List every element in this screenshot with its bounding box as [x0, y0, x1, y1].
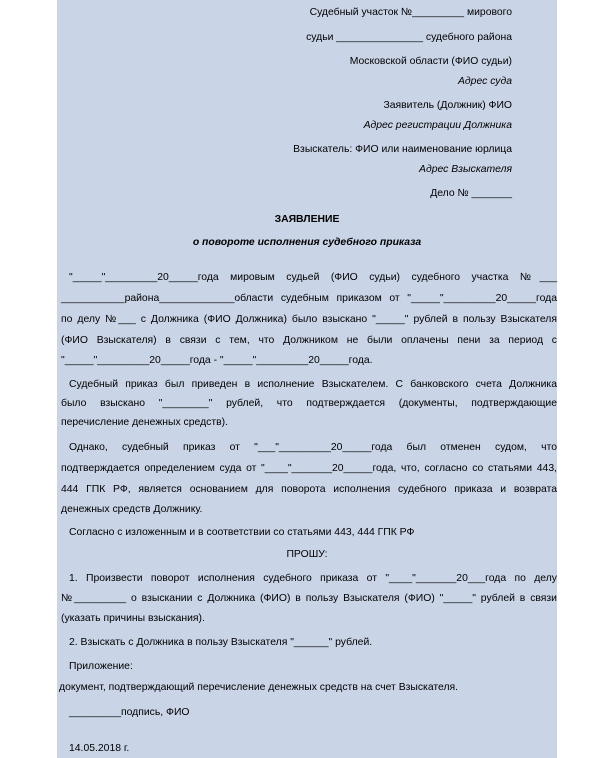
item1-line2: №_________ о взыскании с Должника (ФИО) в пользу Взыскателя (ФИО) "_____" рублей в связи	[61, 593, 557, 604]
para2-line3: перечисление денежных средств).	[61, 417, 228, 428]
document-page	[57, 0, 557, 758]
para1-line1: "_____"_________20_____года мировым судьей (ФИО судьи) судебного участка №___	[69, 272, 557, 283]
attachment-label: Приложение:	[69, 661, 133, 672]
attachment-text: документ, подтверждающий перечисление денежных средств на счет Взыскателя.	[59, 682, 459, 693]
item1-line1: 1. Произвести поворот исполнения судебного приказа от "____"_______20___года по делу	[69, 573, 557, 584]
para1-line4: (ФИО Взыскателя) в связи с тем, что Должником не были оплачены пени за период с	[61, 335, 557, 346]
court-line-3: Московской области (ФИО судьи)	[349, 56, 512, 67]
applicant-line: Заявитель (Должник) ФИО	[383, 100, 512, 111]
para3-line2: подтверждается определением суда от "____"_______20_____года, что, согласно со статьями 443,	[61, 463, 557, 474]
document-date: 14.05.2018 г.	[69, 743, 130, 754]
para2-line2: было взыскано "________" рублей, что подтверждается (документы, подтверждающие	[61, 398, 557, 409]
para3-line4: денежных средств Должнику.	[61, 504, 203, 515]
para1-line5: "_____"_________20_____года - "_____"_________20_____года.	[61, 355, 373, 366]
para2-line1: Судебный приказ был приведен в исполнение Взыскателем. С банковского счета Должника	[69, 379, 557, 390]
document-subtitle: о повороте исполнения судебного приказа	[192, 237, 422, 248]
signature-line: _________подпись, ФИО	[69, 707, 190, 718]
creditor-address: Адрес Взыскателя	[419, 164, 512, 175]
para4: Согласно с изложенным и в соответствии со статьями 443, 444 ГПК РФ	[69, 527, 415, 538]
applicant-address: Адрес регистрации Должника	[363, 120, 512, 131]
item1-line3: (указать причины взыскания).	[61, 613, 205, 624]
para1-line2: ___________района_____________области судебным приказом от "_____"_________20_____года	[61, 293, 557, 304]
case-number: Дело № _______	[430, 188, 512, 199]
para3-line1: Однако, судебный приказ от "___"_________20_____года был отменен судом, что	[69, 442, 557, 453]
court-line-2: судьи _______________ судебного района	[306, 32, 512, 43]
item2: 2. Взыскать с Должника в пользу Взыскателя "______" рублей.	[69, 637, 373, 648]
creditor-line: Взыскатель: ФИО или наименование юрлица	[293, 144, 512, 155]
para3-line3: 444 ГПК РФ, является основанием для поворота исполнения судебного приказа и возврата	[61, 484, 557, 495]
document-title: ЗАЯВЛЕНИЕ	[274, 214, 340, 225]
court-address: Адрес суда	[458, 76, 512, 87]
request-heading: ПРОШУ:	[286, 549, 328, 560]
court-line-1: Судебный участок №_________ мирового	[309, 7, 512, 18]
para1-line3: по делу №___ с Должника (ФИО Должника) было взыскано "_____" рублей в пользу Взыскателя	[61, 314, 557, 325]
